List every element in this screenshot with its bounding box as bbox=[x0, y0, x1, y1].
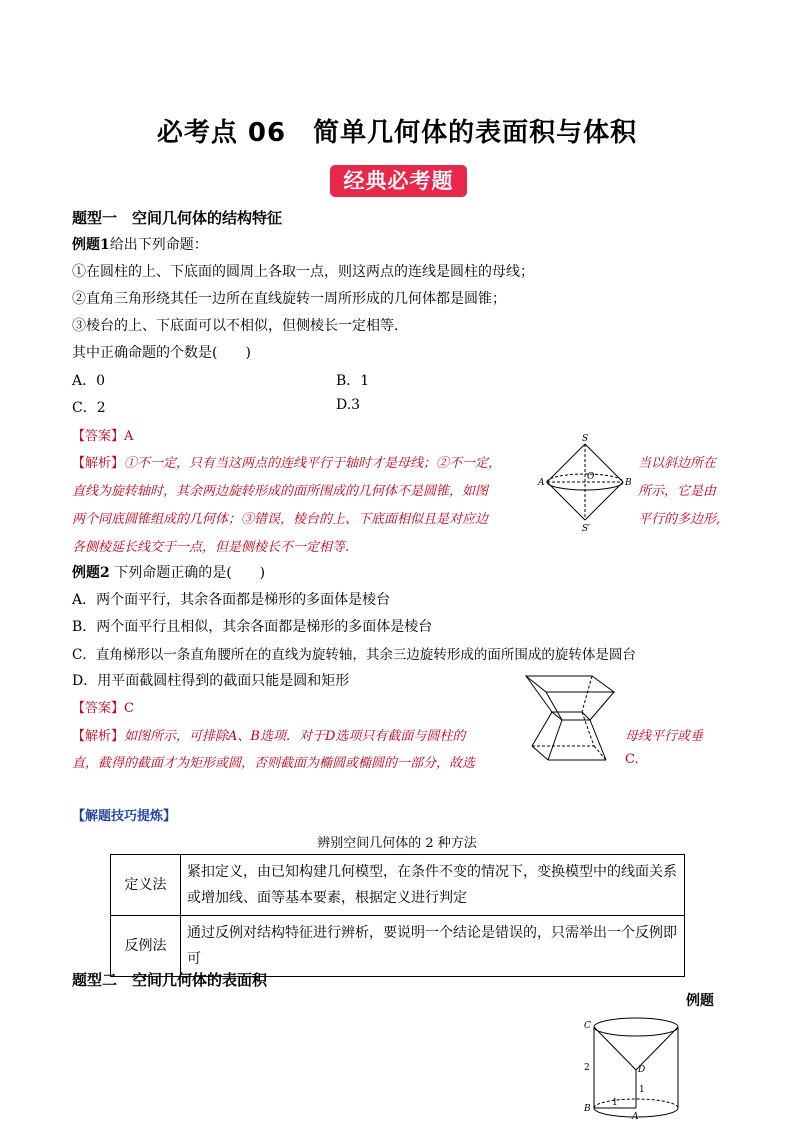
label-a: A bbox=[538, 478, 545, 488]
section-banner: 经典必考题 bbox=[330, 165, 467, 197]
example1-analysis-tag: 【解析】 bbox=[72, 456, 125, 471]
label-d: D bbox=[638, 1065, 646, 1075]
example2-analysis-tag: 【解析】 bbox=[72, 729, 125, 744]
page-title: 必考点 06 简单几何体的表面积与体积 bbox=[156, 118, 638, 148]
method-desc: 紧扣定义，由已知构建几何模型，在条件不变的情况下，变换模型中的线面关系 或增加线、面等基本要素，根据定义进行判定 bbox=[181, 855, 685, 916]
label-c: C bbox=[584, 1021, 591, 1031]
example1-question: 其中正确命题的个数是( ) bbox=[72, 345, 251, 361]
tips-header: 【解题技巧提炼】 bbox=[72, 809, 177, 824]
label-b: B bbox=[584, 1104, 591, 1114]
example2-analysis-line2: 直，截得的截面才为矩形或圆，否则截面为椭圆或椭圆的一部分，故选 bbox=[72, 756, 476, 771]
cylinder-figure bbox=[578, 1012, 690, 1123]
label-one-vertical: 1 bbox=[639, 1085, 645, 1095]
table-row bbox=[111, 916, 685, 977]
double-cone-figure bbox=[535, 432, 635, 534]
example1-item-3: ③棱台的上、下底面可以不相似，但侧棱长一定相等. bbox=[72, 318, 399, 334]
example1-option-c: C．2 bbox=[72, 400, 106, 416]
method-name: 反例法 bbox=[111, 916, 181, 977]
example1-answer: 【答案】A bbox=[72, 429, 134, 444]
section2-example-label: 例题 bbox=[686, 993, 714, 1009]
example1-item-2: ②直角三角形绕其任一边所在直线旋转一周所形成的几何体都是圆锥； bbox=[72, 291, 506, 307]
example1-option-b: B．1 bbox=[336, 373, 370, 389]
table-row bbox=[111, 855, 685, 916]
example2-label: 例题2 bbox=[72, 565, 110, 581]
example2-analysis-line2-right: C. bbox=[625, 752, 639, 767]
frustum-figure bbox=[522, 668, 622, 768]
example2-analysis-line1: 【解析】如图所示，可排除A、B选项．对于D选项只有截面与圆柱的 bbox=[72, 729, 466, 744]
label-b: B bbox=[625, 478, 632, 488]
label-one-horizontal: 1 bbox=[612, 1098, 618, 1108]
example2-analysis-line1-right: 母线平行或垂 bbox=[625, 729, 704, 744]
section1-heading: 题型一 空间几何体的结构特征 bbox=[72, 209, 283, 227]
example2-option-c: C．直角梯形以一条直角腰所在的直线为旋转轴，其余三边旋转形成的面所围成的旋转体是圆台 bbox=[72, 647, 636, 663]
example1-analysis-line3-right: 平行的多边形, bbox=[638, 512, 721, 527]
example1-analysis-line2: 直线为旋转轴时，其余两边旋转形成的面所围成的几何体不是圆锥，如图 bbox=[72, 484, 489, 499]
example2-answer: 【答案】C bbox=[72, 701, 134, 716]
label-two: 2 bbox=[584, 1063, 590, 1073]
tips-table-title: 辨别空间几何体的 2 种方法 bbox=[317, 836, 477, 851]
example2-stem bbox=[72, 562, 265, 582]
method-name: 定义法 bbox=[111, 855, 181, 916]
example1-stem bbox=[72, 234, 208, 254]
example1-item-1: ①在圆柱的上、下底面的圆周上各取一点，则这两点的连线是圆柱的母线； bbox=[72, 264, 534, 280]
example1-analysis-line3: 两个同底圆锥组成的几何体；③错误，棱台的上、下底面相似且是对应边 bbox=[72, 512, 489, 527]
label-o: O bbox=[587, 472, 595, 482]
example1-option-a: A．0 bbox=[72, 373, 106, 389]
label-s: S bbox=[582, 434, 589, 444]
example2-stem-text: 下列命题正确的是( ) bbox=[109, 565, 266, 581]
methods-table bbox=[110, 854, 685, 977]
example1-option-d: D.3 bbox=[336, 397, 361, 413]
method-desc: 通过反例对结构特征进行辨析，要说明一个结论是错误的，只需举出一个反例即 可 bbox=[181, 916, 685, 977]
label-s-prime: S′ bbox=[582, 524, 591, 534]
example2-option-d: D．用平面截圆柱得到的截面只能是圆和矩形 bbox=[72, 673, 350, 689]
example2-option-b: B．两个面平行且相似，其余各面都是梯形的多面体是棱台 bbox=[72, 619, 433, 635]
example1-label: 例题1 bbox=[72, 237, 110, 253]
example1-analysis-line4: 各侧棱延长线交于一点，但是侧棱长不一定相等. bbox=[72, 540, 350, 555]
example1-analysis-line1-right: 当以斜边所在 bbox=[638, 456, 717, 471]
example1-stem-text: 给出下列命题： bbox=[109, 237, 208, 253]
example1-analysis-line2-right: 所示，它是由 bbox=[638, 484, 717, 499]
label-a: A bbox=[632, 1112, 639, 1122]
example1-analysis-line1: 【解析】①不一定，只有当这两点的连线平行于轴时才是母线；②不一定， bbox=[72, 456, 502, 471]
section2-heading: 题型二 空间几何体的表面积 bbox=[72, 971, 268, 989]
example2-option-a: A．两个面平行，其余各面都是梯形的多面体是棱台 bbox=[72, 592, 391, 608]
